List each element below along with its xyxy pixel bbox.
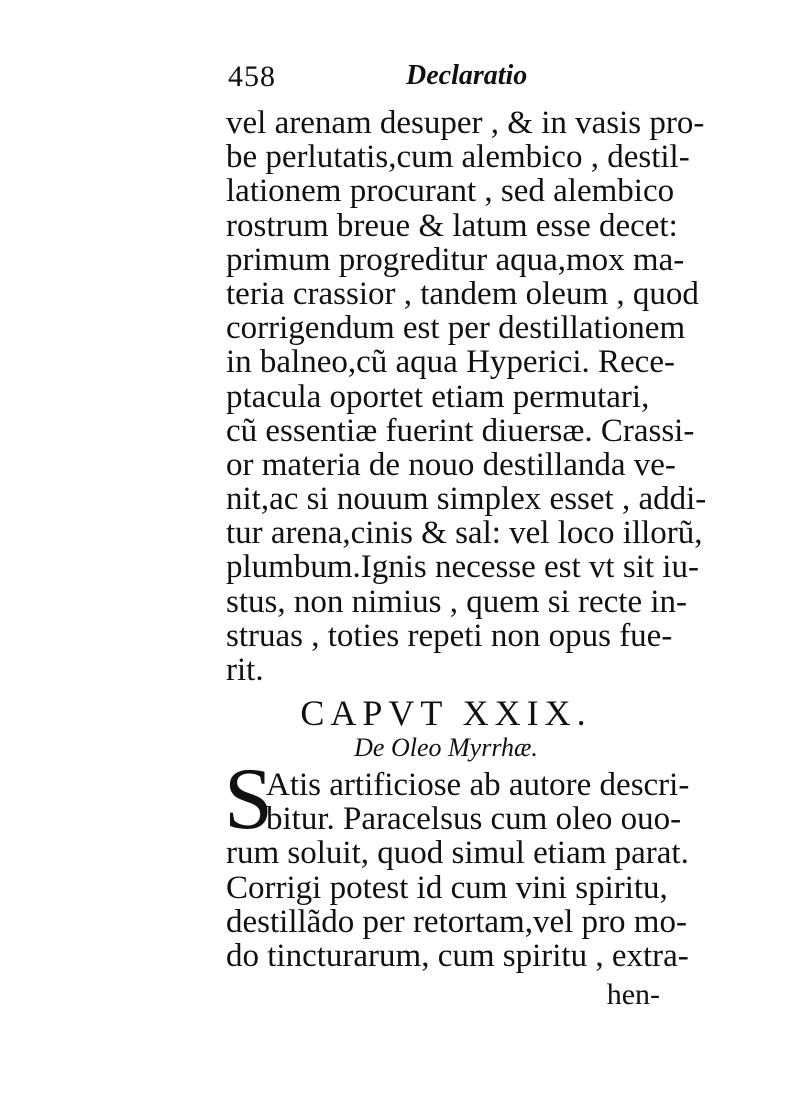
drop-cap: S [224,751,273,848]
text-line: stus, non nimius , quem si recte in- [226,583,688,620]
text-line: or materia de nouo destillanda ve- [226,446,676,483]
text-line: Atis artificiose ab autore descri- [266,767,690,803]
text-line: rostrum breue & latum esse decet: [226,207,678,244]
text-line: teria crassior , tandem oleum , quod [226,275,699,312]
text-line: in balneo,cũ aqua Hyperici. Rece- [226,344,675,381]
text-line: rum soluit, quod simul etiam parat. [226,835,689,872]
page-number: 458 [228,60,276,93]
catchword: hen- [606,978,660,1011]
chapter-subtitle: De Oleo Myrrhæ. [354,733,538,762]
body-text [226,105,707,688]
text-line: vel arenam desuper , & in vasis pro- [226,105,705,141]
text-line: bitur. Paracelsus cum oleo ouo- [266,801,682,838]
chapter-heading: CAPVT XXIX. [300,693,592,733]
text-line: tur arena,cinis & sal: vel loco illorũ, [226,515,703,552]
text-line: cũ essentiæ fuerint diuersæ. Crassi- [226,412,695,449]
text-line: struas , toties repeti non opus fue- [226,617,673,654]
running-head [228,60,688,100]
text-line: ptacula oportet etiam permutari, [226,378,650,415]
text-line: lationem procurant , sed alembico [226,173,675,210]
chapter-text [226,767,690,974]
running-title: Declaratio [406,60,528,91]
text-line: rit. [226,652,264,688]
text-line: be perlutatis,cum alembico , destil- [226,139,690,176]
text-line: primum progreditur aqua,mox ma- [226,241,685,278]
text-line: Corrigi potest id cum vini spiritu, [226,869,668,906]
text-line: nit,ac si nouum simplex esset , addi- [226,481,707,518]
text-line: destillãdo per retortam,vel pro mo- [226,903,687,940]
text-line: corrigendum est per destillationem [226,310,686,347]
text-line: do tincturarum, cum spiritu , extra- [226,937,689,974]
text-line: plumbum.Ignis necesse est vt sit iu- [226,549,699,586]
